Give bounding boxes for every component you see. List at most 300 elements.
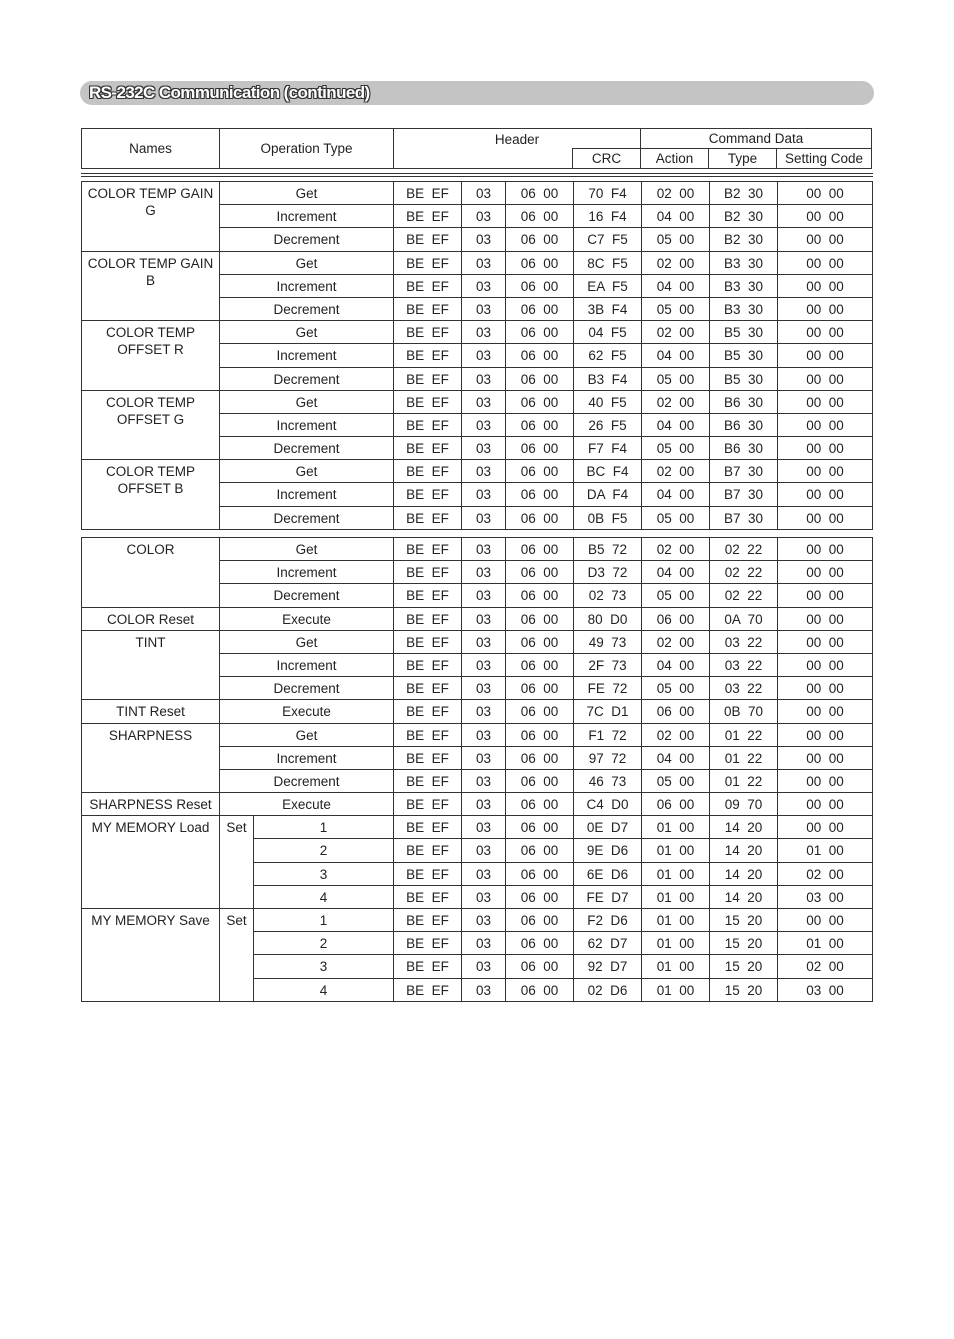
header-type-cell: 03	[462, 677, 506, 700]
operation-type-cell: Decrement	[220, 584, 394, 607]
setting-code-cell: 03 00	[778, 978, 873, 1001]
header-type-cell: 03	[462, 274, 506, 297]
header-size-cell: 06 00	[506, 584, 574, 607]
action-cell: 01 00	[642, 932, 710, 955]
crc-cell: 04 F5	[574, 321, 642, 344]
type-cell: B2 30	[710, 182, 778, 205]
header-type-cell: 03	[462, 205, 506, 228]
header-bytes-cell: BE EF	[394, 205, 462, 228]
type-cell: B6 30	[710, 437, 778, 460]
header-size-cell: 06 00	[506, 561, 574, 584]
operation-type-cell: Decrement	[220, 228, 394, 251]
command-data-header: Command Data	[641, 129, 872, 149]
setting-code-cell: 00 00	[778, 437, 873, 460]
crc-cell: C7 F5	[574, 228, 642, 251]
type-cell: 01 22	[710, 769, 778, 792]
header-type-cell: 03	[462, 561, 506, 584]
crc-cell: DA F4	[574, 483, 642, 506]
action-cell: 05 00	[642, 677, 710, 700]
set-label: Set	[220, 816, 254, 909]
header-header: Header	[394, 129, 641, 149]
action-cell: 01 00	[642, 978, 710, 1001]
header-size-cell: 06 00	[506, 700, 574, 723]
operation-type-cell: Increment	[220, 344, 394, 367]
setting-code-cell: 00 00	[778, 561, 873, 584]
action-cell: 01 00	[642, 816, 710, 839]
header-type-cell: 03	[462, 390, 506, 413]
operation-type-cell: Get	[220, 723, 394, 746]
crc-cell: 70 F4	[574, 182, 642, 205]
header-bytes-cell: BE EF	[394, 793, 462, 816]
operation-type-cell: Decrement	[220, 297, 394, 320]
header-size-cell: 06 00	[506, 321, 574, 344]
table-row	[82, 251, 873, 274]
action-cell: 05 00	[642, 437, 710, 460]
header-bytes-cell: BE EF	[394, 413, 462, 436]
action-cell: 02 00	[642, 251, 710, 274]
header-type-cell: 03	[462, 769, 506, 792]
setting-code-cell: 00 00	[778, 390, 873, 413]
type-cell: B5 30	[710, 367, 778, 390]
crc-cell: BC F4	[574, 460, 642, 483]
action-cell: 04 00	[642, 653, 710, 676]
header-type-cell: 03	[462, 297, 506, 320]
operation-type-cell: Decrement	[220, 437, 394, 460]
operation-type-cell: Execute	[220, 700, 394, 723]
header-type-cell: 03	[462, 653, 506, 676]
crc-cell: 2F 73	[574, 653, 642, 676]
item-name: SHARPNESS	[82, 723, 220, 793]
header-type-cell: 03	[462, 506, 506, 529]
action-cell: 02 00	[642, 390, 710, 413]
setting-code-cell: 03 00	[778, 885, 873, 908]
type-cell: 01 22	[710, 723, 778, 746]
set-label: Set	[220, 909, 254, 1002]
crc-cell: 8C F5	[574, 251, 642, 274]
table-row	[82, 700, 873, 723]
operation-type-cell: Get	[220, 321, 394, 344]
header-type-cell: 03	[462, 885, 506, 908]
action-cell: 02 00	[642, 182, 710, 205]
operation-type-cell: Decrement	[220, 506, 394, 529]
setting-code-cell: 00 00	[778, 297, 873, 320]
setting-code-cell: 00 00	[778, 909, 873, 932]
type-cell: 0A 70	[710, 607, 778, 630]
table-row	[82, 390, 873, 413]
header-size-cell: 06 00	[506, 839, 574, 862]
table-row	[82, 182, 873, 205]
header-bytes-cell: BE EF	[394, 390, 462, 413]
header-type-cell: 03	[462, 483, 506, 506]
action-cell: 02 00	[642, 321, 710, 344]
setting-code-cell: 00 00	[778, 538, 873, 561]
type-cell: 03 22	[710, 653, 778, 676]
type-cell: 01 22	[710, 746, 778, 769]
action-header: Action	[641, 149, 709, 169]
header-bytes-cell: BE EF	[394, 274, 462, 297]
header-type-cell: 03	[462, 460, 506, 483]
table-row	[82, 723, 873, 746]
operation-type-cell: Decrement	[220, 769, 394, 792]
operation-type-cell: Execute	[220, 607, 394, 630]
header-bytes-cell: BE EF	[394, 909, 462, 932]
type-header: Type	[709, 149, 777, 169]
operation-type-cell: 1	[254, 909, 394, 932]
header-size-cell: 06 00	[506, 723, 574, 746]
header-type-cell: 03	[462, 723, 506, 746]
item-name: COLOR TEMP OFFSET R	[82, 321, 220, 391]
action-cell: 05 00	[642, 297, 710, 320]
crc-cell: 80 D0	[574, 607, 642, 630]
header-type-cell: 03	[462, 413, 506, 436]
header-bytes-cell: BE EF	[394, 182, 462, 205]
header-bytes-cell: BE EF	[394, 584, 462, 607]
type-cell: B2 30	[710, 205, 778, 228]
crc-cell: 49 73	[574, 630, 642, 653]
setting-code-cell: 00 00	[778, 793, 873, 816]
item-name: SHARPNESS Reset	[82, 793, 220, 816]
operation-type-cell: Decrement	[220, 677, 394, 700]
action-cell: 04 00	[642, 561, 710, 584]
setting-code-cell: 00 00	[778, 630, 873, 653]
setting-code-cell: 01 00	[778, 932, 873, 955]
item-name: COLOR TEMP GAIN B	[82, 251, 220, 321]
header-size-cell: 06 00	[506, 793, 574, 816]
type-cell: B6 30	[710, 390, 778, 413]
operation-type-cell: 4	[254, 978, 394, 1001]
header-type-cell: 03	[462, 251, 506, 274]
header-separator-line-1	[81, 173, 873, 174]
setting-code-cell: 00 00	[778, 460, 873, 483]
table-row	[82, 816, 873, 839]
header-size-cell: 06 00	[506, 274, 574, 297]
operation-type-header: Operation Type	[220, 129, 394, 169]
operation-type-cell: Increment	[220, 746, 394, 769]
type-cell: B2 30	[710, 228, 778, 251]
type-cell: 14 20	[710, 862, 778, 885]
header-bytes-cell: BE EF	[394, 677, 462, 700]
action-cell: 05 00	[642, 367, 710, 390]
operation-type-cell: 1	[254, 816, 394, 839]
header-size-cell: 06 00	[506, 607, 574, 630]
operation-type-cell: Increment	[220, 413, 394, 436]
action-cell: 05 00	[642, 584, 710, 607]
section-title-bar	[80, 81, 874, 105]
type-cell: 15 20	[710, 978, 778, 1001]
type-cell: B3 30	[710, 274, 778, 297]
header-type-cell: 03	[462, 584, 506, 607]
command-table-color-temp	[81, 181, 873, 530]
type-cell: B5 30	[710, 344, 778, 367]
crc-cell: 3B F4	[574, 297, 642, 320]
operation-type-cell: 2	[254, 932, 394, 955]
header-bytes-cell: BE EF	[394, 321, 462, 344]
setting-code-cell: 00 00	[778, 321, 873, 344]
crc-cell: 0B F5	[574, 506, 642, 529]
crc-cell: C4 D0	[574, 793, 642, 816]
setting-code-cell: 00 00	[778, 274, 873, 297]
header-size-cell: 06 00	[506, 862, 574, 885]
item-name: COLOR TEMP GAIN G	[82, 182, 220, 252]
action-cell: 01 00	[642, 909, 710, 932]
type-cell: 03 22	[710, 630, 778, 653]
header-size-cell: 06 00	[506, 205, 574, 228]
operation-type-cell: Decrement	[220, 367, 394, 390]
header-size-cell: 06 00	[506, 460, 574, 483]
crc-cell: 02 D6	[574, 978, 642, 1001]
header-type-cell: 03	[462, 607, 506, 630]
action-cell: 05 00	[642, 228, 710, 251]
header-bytes-cell: BE EF	[394, 460, 462, 483]
header-type-cell: 03	[462, 367, 506, 390]
action-cell: 01 00	[642, 955, 710, 978]
action-cell: 06 00	[642, 793, 710, 816]
header-type-cell: 03	[462, 321, 506, 344]
action-cell: 04 00	[642, 274, 710, 297]
setting-code-cell: 01 00	[778, 839, 873, 862]
action-cell: 06 00	[642, 700, 710, 723]
item-name: COLOR	[82, 538, 220, 608]
crc-cell: 6E D6	[574, 862, 642, 885]
header-type-cell: 03	[462, 955, 506, 978]
header-bytes-cell: BE EF	[394, 955, 462, 978]
operation-type-cell: Increment	[220, 653, 394, 676]
header-size-cell: 06 00	[506, 251, 574, 274]
action-cell: 06 00	[642, 607, 710, 630]
crc-cell: F7 F4	[574, 437, 642, 460]
crc-cell: 62 F5	[574, 344, 642, 367]
header-bytes-cell: BE EF	[394, 506, 462, 529]
header-size-cell: 06 00	[506, 413, 574, 436]
operation-type-cell: Get	[220, 460, 394, 483]
type-cell: 0B 70	[710, 700, 778, 723]
crc-cell: 92 D7	[574, 955, 642, 978]
item-name: MY MEMORY Save	[82, 909, 220, 1002]
header-bytes-cell: BE EF	[394, 251, 462, 274]
header-type-cell: 03	[462, 978, 506, 1001]
type-cell: 14 20	[710, 839, 778, 862]
header-bytes-cell: BE EF	[394, 630, 462, 653]
item-name: COLOR TEMP OFFSET B	[82, 460, 220, 530]
operation-type-cell: Execute	[220, 793, 394, 816]
header-type-cell: 03	[462, 437, 506, 460]
header-size-cell: 06 00	[506, 932, 574, 955]
header-size-cell: 06 00	[506, 746, 574, 769]
header-bytes-cell: BE EF	[394, 700, 462, 723]
header-bytes-cell: BE EF	[394, 561, 462, 584]
table-row	[82, 538, 873, 561]
type-cell: 02 22	[710, 538, 778, 561]
header-size-cell: 06 00	[506, 390, 574, 413]
header-size-cell: 06 00	[506, 955, 574, 978]
header-type-cell: 03	[462, 746, 506, 769]
type-cell: B3 30	[710, 297, 778, 320]
header-type-cell: 03	[462, 538, 506, 561]
type-cell: B7 30	[710, 483, 778, 506]
item-name: COLOR Reset	[82, 607, 220, 630]
crc-cell: 02 73	[574, 584, 642, 607]
crc-cell: FE 72	[574, 677, 642, 700]
header-bytes-cell: BE EF	[394, 607, 462, 630]
action-cell: 05 00	[642, 769, 710, 792]
column-header-table	[81, 128, 872, 169]
action-cell: 01 00	[642, 839, 710, 862]
operation-type-cell: Increment	[220, 205, 394, 228]
type-cell: B3 30	[710, 251, 778, 274]
header-size-cell: 06 00	[506, 677, 574, 700]
type-cell: B7 30	[710, 506, 778, 529]
action-cell: 04 00	[642, 746, 710, 769]
table-row	[82, 630, 873, 653]
header-size-cell: 06 00	[506, 228, 574, 251]
operation-type-cell: 4	[254, 885, 394, 908]
operation-type-cell: Get	[220, 390, 394, 413]
header-bytes-cell: BE EF	[394, 885, 462, 908]
action-cell: 02 00	[642, 630, 710, 653]
header-separator-line-2	[81, 176, 873, 177]
type-cell: 02 22	[710, 584, 778, 607]
crc-cell: B5 72	[574, 538, 642, 561]
operation-type-cell: 3	[254, 955, 394, 978]
setting-code-header: Setting Code	[777, 149, 872, 169]
crc-cell: F2 D6	[574, 909, 642, 932]
header-type-cell: 03	[462, 909, 506, 932]
setting-code-cell: 00 00	[778, 769, 873, 792]
action-cell: 01 00	[642, 885, 710, 908]
header-bytes-cell: BE EF	[394, 297, 462, 320]
operation-type-cell: 3	[254, 862, 394, 885]
header-bytes-cell: BE EF	[394, 839, 462, 862]
setting-code-cell: 00 00	[778, 228, 873, 251]
item-name: TINT Reset	[82, 700, 220, 723]
action-cell: 02 00	[642, 723, 710, 746]
operation-type-cell: Get	[220, 630, 394, 653]
type-cell: 14 20	[710, 885, 778, 908]
header-bytes-cell: BE EF	[394, 344, 462, 367]
crc-cell: EA F5	[574, 274, 642, 297]
operation-type-cell: Get	[220, 182, 394, 205]
operation-type-cell: Get	[220, 538, 394, 561]
header-size-cell: 06 00	[506, 978, 574, 1001]
setting-code-cell: 00 00	[778, 182, 873, 205]
header-size-cell: 06 00	[506, 297, 574, 320]
setting-code-cell: 00 00	[778, 816, 873, 839]
crc-cell: 62 D7	[574, 932, 642, 955]
action-cell: 04 00	[642, 205, 710, 228]
header-size-cell: 06 00	[506, 538, 574, 561]
crc-cell: FE D7	[574, 885, 642, 908]
setting-code-cell: 00 00	[778, 653, 873, 676]
table-row	[82, 607, 873, 630]
setting-code-cell: 00 00	[778, 506, 873, 529]
type-cell: 14 20	[710, 816, 778, 839]
crc-cell: 7C D1	[574, 700, 642, 723]
action-cell: 01 00	[642, 862, 710, 885]
header-size-cell: 06 00	[506, 344, 574, 367]
header-size-cell: 06 00	[506, 630, 574, 653]
action-cell: 02 00	[642, 460, 710, 483]
setting-code-cell: 00 00	[778, 367, 873, 390]
type-cell: 02 22	[710, 561, 778, 584]
action-cell: 04 00	[642, 344, 710, 367]
header-type-cell: 03	[462, 793, 506, 816]
setting-code-cell: 00 00	[778, 344, 873, 367]
header-type-cell: 03	[462, 630, 506, 653]
header-size-cell: 06 00	[506, 769, 574, 792]
header-bytes-cell: BE EF	[394, 538, 462, 561]
header-type-cell: 03	[462, 839, 506, 862]
header-bytes-cell: BE EF	[394, 746, 462, 769]
header-type-cell: 03	[462, 228, 506, 251]
table-row	[82, 321, 873, 344]
setting-code-cell: 00 00	[778, 746, 873, 769]
header-bytes-cell: BE EF	[394, 978, 462, 1001]
action-cell: 05 00	[642, 506, 710, 529]
type-cell: B6 30	[710, 413, 778, 436]
type-cell: B7 30	[710, 460, 778, 483]
header-bytes-cell: BE EF	[394, 228, 462, 251]
setting-code-cell: 00 00	[778, 677, 873, 700]
header-type-cell: 03	[462, 932, 506, 955]
command-table-picture	[81, 537, 873, 1002]
header-bytes-cell: BE EF	[394, 653, 462, 676]
setting-code-cell: 00 00	[778, 700, 873, 723]
type-cell: 03 22	[710, 677, 778, 700]
crc-cell: F1 72	[574, 723, 642, 746]
header-type-cell: 03	[462, 344, 506, 367]
crc-cell: B3 F4	[574, 367, 642, 390]
crc-cell: 46 73	[574, 769, 642, 792]
setting-code-cell: 02 00	[778, 955, 873, 978]
header-bytes-cell: BE EF	[394, 437, 462, 460]
header-bytes-cell: BE EF	[394, 769, 462, 792]
header-size-cell: 06 00	[506, 885, 574, 908]
table-row	[82, 909, 873, 932]
action-cell: 02 00	[642, 538, 710, 561]
header-size-cell: 06 00	[506, 506, 574, 529]
setting-code-cell: 00 00	[778, 723, 873, 746]
crc-cell: 9E D6	[574, 839, 642, 862]
header-type-cell: 03	[462, 862, 506, 885]
type-cell: 15 20	[710, 955, 778, 978]
setting-code-cell: 02 00	[778, 862, 873, 885]
header-bytes-cell: BE EF	[394, 862, 462, 885]
setting-code-cell: 00 00	[778, 413, 873, 436]
names-header: Names	[82, 129, 220, 169]
crc-cell: 16 F4	[574, 205, 642, 228]
item-name: COLOR TEMP OFFSET G	[82, 390, 220, 460]
header-size-cell: 06 00	[506, 483, 574, 506]
header-size-cell: 06 00	[506, 182, 574, 205]
header-size-cell: 06 00	[506, 653, 574, 676]
setting-code-cell: 00 00	[778, 483, 873, 506]
operation-type-cell: Increment	[220, 274, 394, 297]
header-size-cell: 06 00	[506, 909, 574, 932]
operation-type-cell: Increment	[220, 561, 394, 584]
crc-cell: 26 F5	[574, 413, 642, 436]
header-bytes-cell: BE EF	[394, 932, 462, 955]
setting-code-cell: 00 00	[778, 607, 873, 630]
item-name: MY MEMORY Load	[82, 816, 220, 909]
crc-cell: 0E D7	[574, 816, 642, 839]
crc-cell: 97 72	[574, 746, 642, 769]
header-bytes-cell: BE EF	[394, 367, 462, 390]
page-title: RS-232C Communication (continued)	[89, 83, 370, 102]
header-size-cell: 06 00	[506, 816, 574, 839]
setting-code-cell: 00 00	[778, 584, 873, 607]
action-cell: 04 00	[642, 483, 710, 506]
operation-type-cell: 2	[254, 839, 394, 862]
